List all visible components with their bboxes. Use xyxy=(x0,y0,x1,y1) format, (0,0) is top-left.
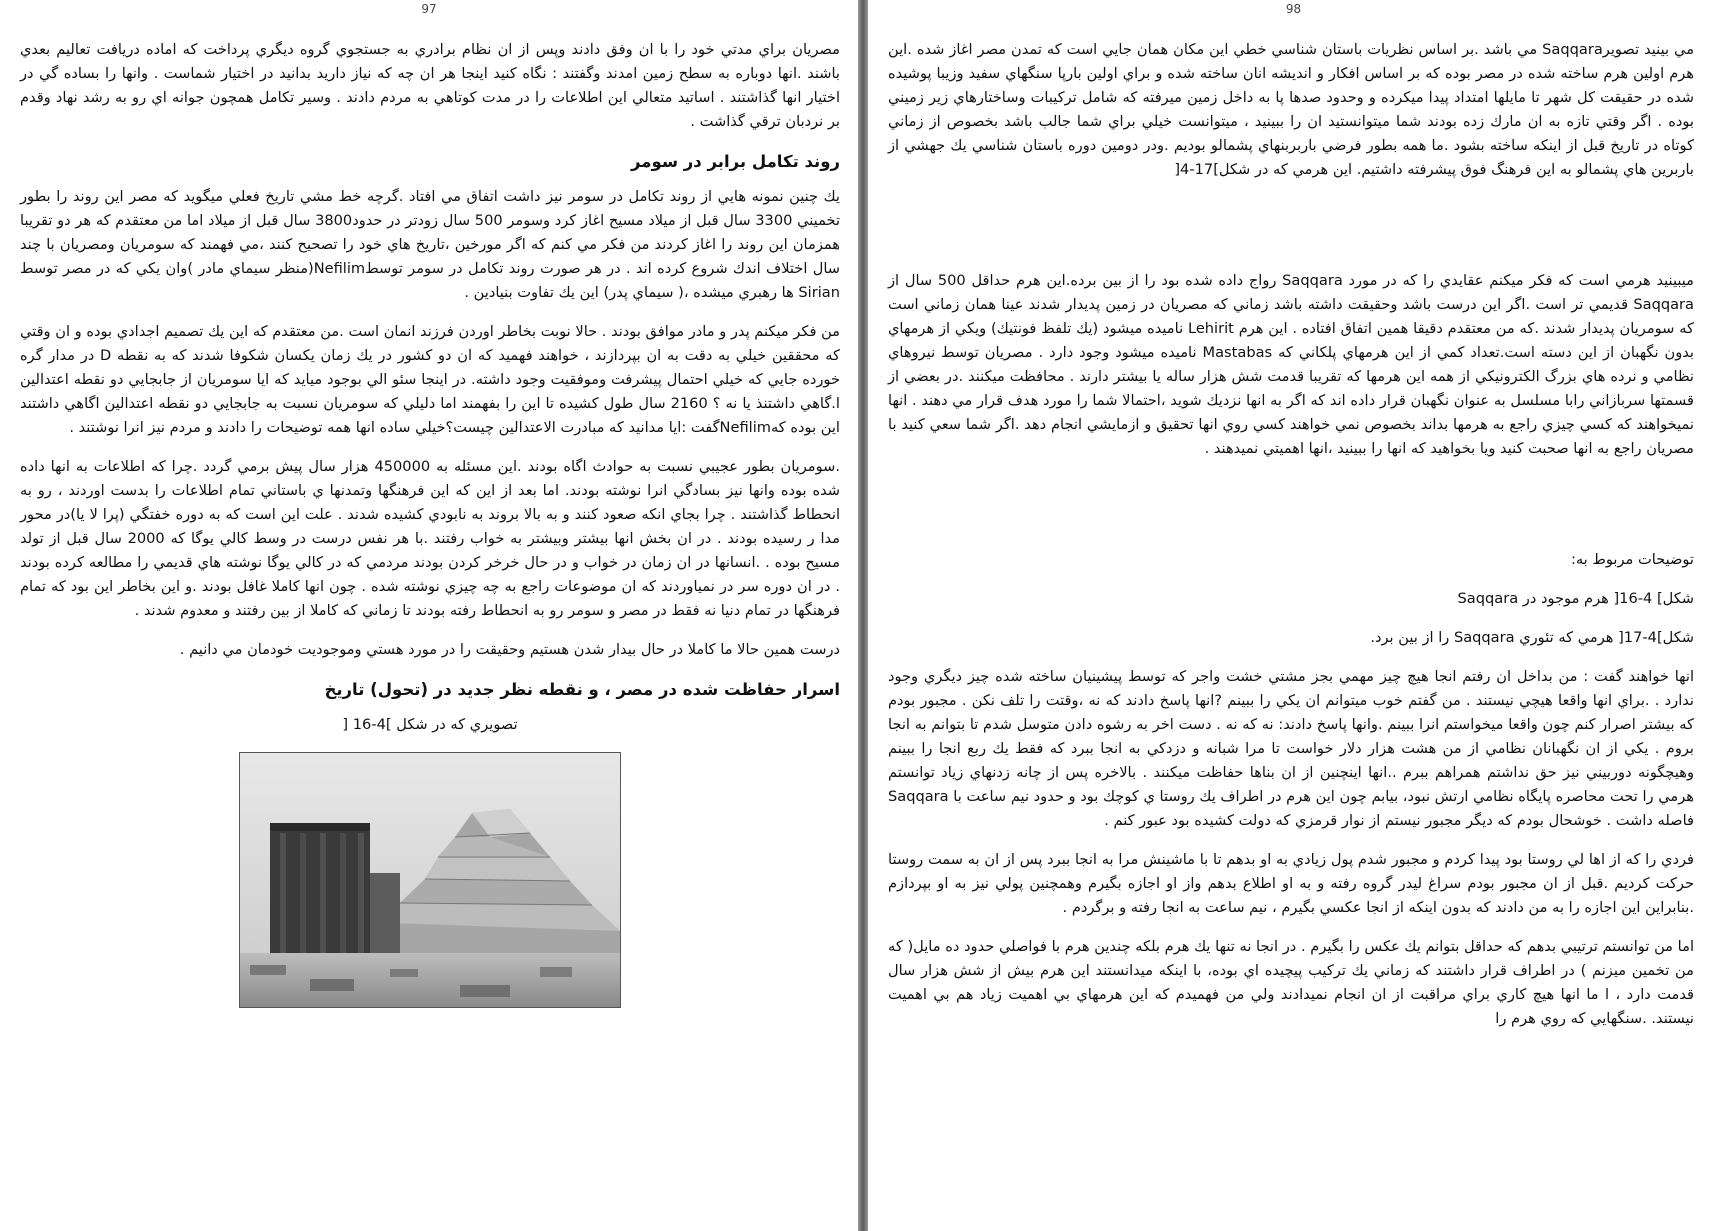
left-paragraph-3: من فكر ميكنم پدر و مادر موافق بودند . حالا نوبت بخاطر اوردن فرزند انمان است .من معتقدم كه اين يك تصميم اجدادي بوده و ان وقتي كه محققين خيلي به دقت به ان بپردازند ، خواهند فهميد كه ان دو كشور در يك زمان يكسان شكوفا شدند كه به نقطه D در مدار گره خورده جايي كه خيلي احتمال پيشرفت وموفقيت وجود داشته. در اينجا سئو الي بوجود ميايد كه ايا سومريان از جابجايي دو نقطه اعتدالين ا.گاهي داشتنذ يا نه ؟ 2160 سال طول كشيده تا اين را بفهمند اما دليلي كه سومريان نسبت به جابجايي دو نقطه اعتدالين اگاهي داشتند اين بوده كهNefilimگفت :ايا مدانيد كه مبادرت الاعتدالين چيست؟خيلي ساده انها همه توضيحات را دادند و مردم نيز انرا نوشتند . xyxy=(20,323,840,436)
left-paragraph-1: مصريان براي مدتي خود را با ان وفق دادند وپس از ان نظام برادري به جستجوي گروه ديگري پرداخت كه اماده دريافت تعاليم بعدي باشند .انها دوباره به سطح زمين امدند وگفتند : نگاه كنيد اينجا هر ان چه كه نياز داريد بدانيد در اختيار شماست . وانها را بساده گي در اختيار انها گذاشتند . اساتيد متعالي اين اطلاعات را در مدت كوتاهي به مردم دادند . وسير تكامل همچون جوانه اي رو به رشد نهاد وقدم بر نردبان ترقي گذاشت . xyxy=(20,41,840,130)
right-paragraph-3: انها خواهند گفت : من بداخل ان رفتم انجا هيچ چيز مهمي بجز مشتي خشت واجر كه توسط پيشينيان ساخته شده چيز ديگري وجود ندارد . .براي انها واقعا هيچي نيستند . من گفتم خوب ميتوانم ان يكي را ببينم ?انها پاسخ دادند كه نه ،وقتت را تلف نكن . مجبور بودم كه بيشتر اصرار كنم چون واقعا ميخواستم انرا ببينم .وانها پاسخ دادند: نه كه نه . دست اخر به رشوه دادن متوسل شدم تا بتوانم به انجا بروم . يكي از ان نگهبانان نظامي از من هشت هزار دلار خواست تا مرا شبانه و دزدكي به انجا ببرد كه فقط يك ربع انجا را ببينم وهيچگونه دوربيني نيز حق نداشتم همراهم ببرم ..انها اينچنين از ان بناها حفاظت ميكنند . بالاخره پس از چانه زدنهاي زياد توانستم هرمي را تحت محاصره پايگاه نظامي ارتش نبود، بيابم چون اين هرم در اطراف يك روستا ي كوچك بود و حدود نيم ساعت با Saqqara فاصله داشت . خوشحال بودم كه ديگر مجبور نيستم از نوار قرمزي كه دولت كشيده بود عبور كنم . xyxy=(888,668,1694,829)
figure-caption: تصويري كه در شكل ]4-16 [ xyxy=(342,716,518,733)
left-paragraph-2: يك چنين نمونه هايي از روند تكامل در سومر نيز داشت اتفاق مي افتاد .گرچه خط مشي تاريخ فعلي ميگويد كه مصر اين روند را بطور تخميني 3300 سال قبل از ميلاد مسيح اغاز كرد وسومر 500 سال زودتر در حدود3800 سال قبل از ميلاد اما من معتقدم كه هر دو تقريبا همزمان اين روند را اغاز كردند من فكر مي كنم كه اگر مورخين ،تاريخ هاي خود را تصحيح كنند ،مي فهمند كه سومريان ومصريان با چند سال اختلاف اندك شروع كرده اند . در هر صورت روند تكامل در سومر توسطNefilim(منظر سيماي مادر )وان يكي كه در مصر توسط Sirian ها رهبري ميشده ،( سيماي پدر) اين يك تفاوت بنيادين . xyxy=(20,188,841,301)
notes-label: توضيحات مربوط به: xyxy=(1570,551,1694,568)
left-paragraph-5: درست همين حالا ما كاملا در حال بيدار شدن هستيم وحقيقت را در مورد هستي وموجوديت خودمان مي دانيم . xyxy=(179,641,840,658)
figure-note-1: شكل] 4-16[ هرم موجود در Saqqara xyxy=(1457,590,1694,607)
left-heading-2: اسرار حفاظت شده در مصر ، و نقطه نظر جديد در (تحول) تاريخ xyxy=(324,680,840,699)
page-number-right: 98 xyxy=(1285,2,1302,16)
left-paragraph-4: .سومريان بطور عجيبي نسبت به حوادث اگاه بودند .اين مسئله به 450000 هزار سال پيش برمي گردد .چرا كه اطلاعات به انها داده شده بوده وانها نيز بسادگي انرا نوشته بودند. اما بعد از اين كه اين فرهنگها وتمدنها ي باستاني تمام اطلاعات را بدست اوردند ، رو به انحطاط گذاشتند . چرا بجاي انكه صعود كنند و به بالا بروند به نابودي كشيده شدند . علت اين است كه به دوره خفتگي (پرا لا يا)در محور مدا ر رسيده بودند . در ان بخش انها بيشتر وبيشتر به خواب رفتند .با هر نفس درست در وسط كالي يوگا كه 2000 سال قبل از تولد مسيح بوده . .انسانها در ان زمان در خواب و در حال خرخر كردن بودند مردمي كه در كالي يوگا نوشته هاي قديمي را مطالعه كرده بودند . در ان دوره سر در نمياوردند كه ان موضوعات راجع به چه چيزي نوشته شده . چون انها كاملا غافل بودند .و اين بخاطر اين بود كه تمام فرهنگها در تمام دنيا نه فقط در مصر و سومر رو به انحطاط رفته بودند تا زماني كه كاملا از بين رفتند و معدوم شدند . xyxy=(20,458,841,619)
right-paragraph-4: فردي را كه از اها لي روستا بود پيدا كردم و مجبور شدم پول زيادي به او بدهم تا با ماشينش مرا به انجا ببرد پس از ان به سمت روستا حركت كرديم .قبل از ان مجبور بودم سراغ ليدر گروه رفته و به او اطلاع بدهم واز او اجازه بگيرم وهمچنين پولي نيز به او بپردازم .بنابراين اين اجازه را به من دادند كه بدون اينكه از انجا عكسي بگيرم ، نيم ساعت به انجا رفته و برگردم . xyxy=(888,851,1694,916)
book-gutter xyxy=(858,0,868,1231)
right-page-content xyxy=(888,38,1694,1046)
saqqara-pyramid-photo xyxy=(239,752,621,1008)
page-number-left: 97 xyxy=(421,2,437,16)
right-paragraph-2: ميبينيد هرمي است كه فكر ميكنم عقايدي را كه در مورد Saqqara رواج داده شده بود را از بين برده.اين هرم حداقل 500 سال از Saqqara قديمي تر است .اگر اين درست باشد وحقيقت داشته باشد زماني كه مصريان در زمين پديدار شدند عينا همان زماني است كه سومريان پديدار شدند .كه من معتقدم دقيقا همين اتفاق افتاده . اين هرم Lehirit ناميده ميشود (يك تلفظ فونتيك) ويكي از هرمهاي بدون نگهبان از اين دسته است.تعداد كمي از اين هرمهاي پلكاني كه Mastabas ناميده ميشود وجود دارد . مصريان توسط نيروهاي نظامي و نرده هاي بزرگ الكترونيكي از همه اين هرمها كه تقريبا قدمت شش هزار ساله يا بيشتر دارند . محافظت ميكنند .در بعضي از قسمتها سربازاني رابا مسلسل به عنوان نگهبان قرار داده اند كه اگر به انها نزديك شويد ،احتمالا شما را مورد هدف قرار مي دهند . انها نميخواهند كه كسي چيزي راجع به هرمها بداند بخصوص نمي خواهند كسي روي انها تحقيق و ازمايشي انجام دهد .اگر شما سعي كنيد با مصريان راجع به انها صحبت كنيد ويا بخواهيد كه انها را ببينيد ،انها اهميتي نميدهند . xyxy=(888,272,1694,457)
right-paragraph-5: اما من توانستم ترتيبي بدهم كه حداقل بتوانم يك عكس را بگيرم . در انجا نه تنها يك هرم بلكه چندين هرم با فواصلي حدود ده مايل( كه من تخمين ميزنم ) در اطراف قرار داشتند كه زماني يك تركيب پيچيده اي بوده، با اينكه ميدانستند اين هرم بيش از شش هزار سال قدمت دارد ، ا ما انها هيچ كاري براي مراقبت از ان انجام نميدادند ولي من فهميدم كه اين هرمهاي بي اهميت زياد هم بي اهميت نيستند. .سنگهايي كه روي هرم را xyxy=(888,938,1694,1027)
left-page-content xyxy=(20,38,840,1008)
right-page xyxy=(868,0,1719,1231)
right-paragraph-1: مي بينيد تصويرSaqqara مي باشد .بر اساس نظريات باستان شناسي خطي اين مكان همان جايي است كه تمدن مصر اغاز شده .اين هرم اولين هرم ساخته شده در مصر بوده كه بر اساس افكار و انديشه انان ساخته شده و براي اولين بارپا سنگهاي سفيد وزيبا پوشيده شده در حقيقت كل شهر تا مايلها امتداد پيدا ميكرده و وحدود صدها پا به داخل زمين ميرفته كه شامل تركيبات وساختارهاي زير زميني بوده . اگر وقتي تازه به ان مارك زده بودند شما ميتوانستيد ان را ببينيد ، ميتوانست خيلي براي شما جالب باشد بخصوص از زماني كوتاه در تاريخ قبل از اينكه ساخته بشود .ما همه بطور فرضي باربربنهاي پشمالو بوديم .ودر دومين دوره باستان شناسي يك جهشي از باربرين هاي پشمالو به اين فرهنگ فوق پيشرفته داشتيم. اين هرمي كه در شكل]17-4[ xyxy=(888,41,1695,178)
left-heading-1: روند تكامل برابر در سومر xyxy=(631,152,840,171)
left-page xyxy=(0,0,858,1231)
blank-space xyxy=(888,197,1694,269)
blank-space xyxy=(888,476,1694,548)
figure-note-2: شكل]4-17[ هرمي كه تئوري Saqqara را از بين برد. xyxy=(1370,629,1694,646)
